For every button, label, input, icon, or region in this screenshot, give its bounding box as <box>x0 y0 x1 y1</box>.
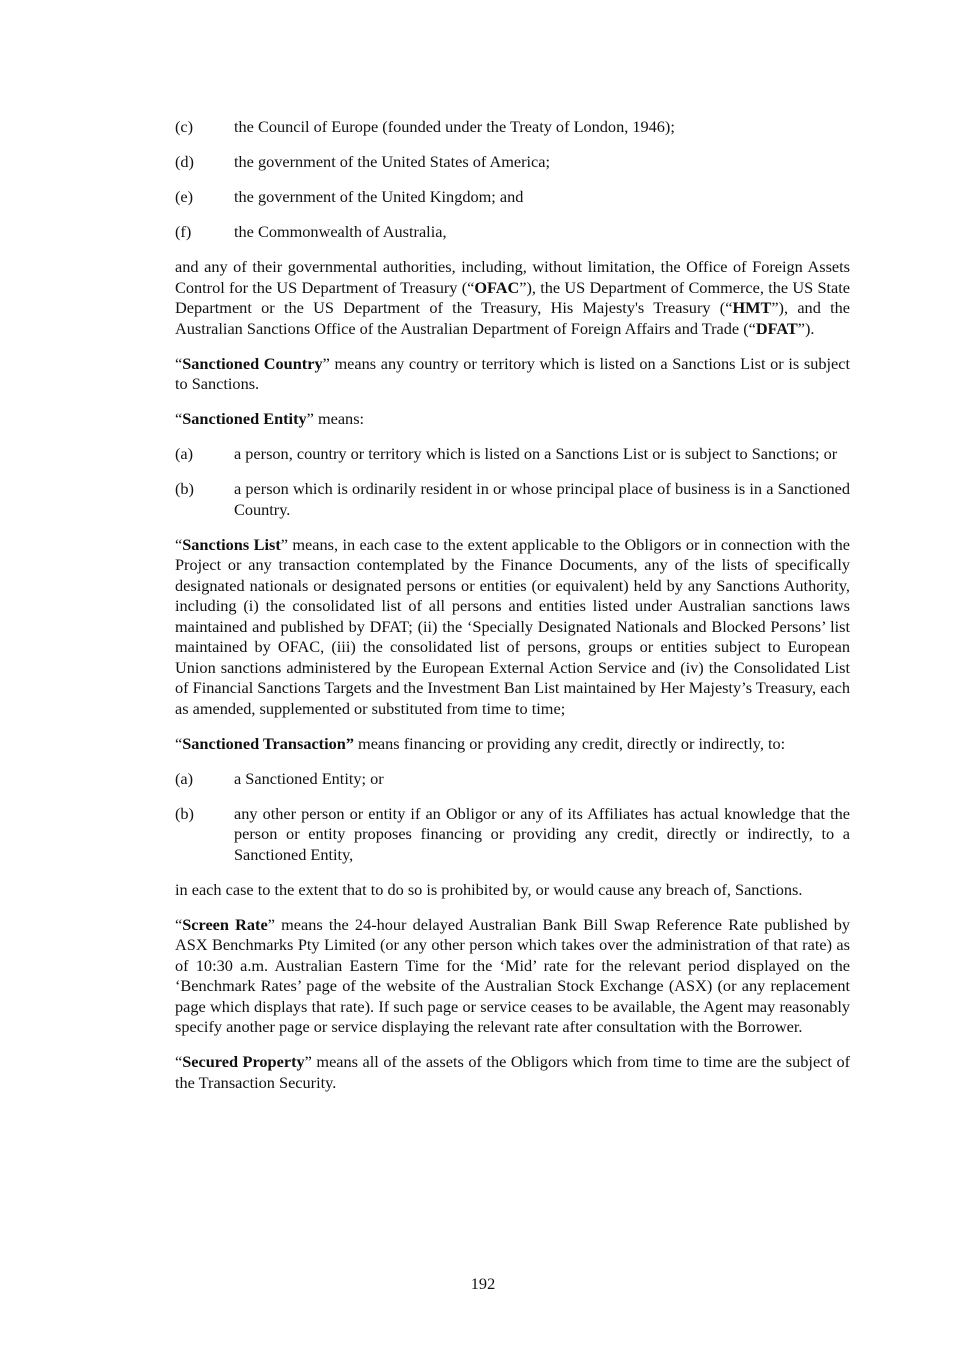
text: ”), and the Australian Sanctions Office of the Australian Department of Foreign Affairs and Trade (“ <box>175 298 850 338</box>
quote: “ <box>175 1052 183 1071</box>
item-label: (b) <box>175 803 194 823</box>
item-label: (e) <box>175 187 194 206</box>
defined-term-hmt: HMT <box>732 298 772 317</box>
item-text: the Commonwealth of Australia, <box>234 222 447 241</box>
quote: “ <box>175 914 183 934</box>
item-text: any other person or entity if an Obligor or any of its Affiliates has actual knowledge that the person or entity proposes financing or providing any credit, directly or indirectly, to a Sanctioned Entity, <box>234 803 850 864</box>
document-page <box>175 117 850 1108</box>
definition-body: means all of the assets of the Obligors which from time to time are the subject of the Transaction Security. <box>175 1052 851 1092</box>
definition-secured-property <box>175 1052 850 1093</box>
defined-term-dfat: DFAT <box>755 318 798 338</box>
quote: “ <box>175 534 183 554</box>
item-label: (b) <box>175 479 194 498</box>
list-item-c <box>175 117 850 138</box>
text: ”), the US Department of Commerce, the US State Department or the US Department of the Treasury, His Majesty's Treasury (“ <box>175 277 851 317</box>
defined-term-ofac: OFAC <box>474 277 520 297</box>
list-item-d <box>175 152 850 173</box>
item-text: the government of the United States of America; <box>234 152 551 171</box>
quote: ” <box>267 914 275 934</box>
item-label: (f) <box>175 222 192 241</box>
quote: ” <box>306 409 314 428</box>
defined-term: Screen Rate <box>182 914 268 934</box>
item-text: a person, country or territory which is listed on a Sanctions List or is subject to Sanctions; or <box>234 444 838 463</box>
quote: ” <box>304 1052 312 1071</box>
list-item-e <box>175 187 850 208</box>
item-label: (d) <box>175 152 194 171</box>
item-label: (c) <box>175 117 194 136</box>
definition-sanctions-list <box>175 535 850 720</box>
quote: “ <box>175 733 183 753</box>
definition-sanctioned-transaction <box>175 734 850 755</box>
definition-sanctioned-entity <box>175 409 850 430</box>
definition-body: means financing or providing any credit, directly or indirectly, to: <box>353 733 786 753</box>
list-item-b <box>175 804 850 866</box>
definition-body: means, in each case to the extent applicable to the Obligors or in connection with the Project or any transaction contemplated by the Finance Documents, any of the lists of specifically designated nationals or designated persons or entities (or equivalent) held by any Sanctions Authority, including (i) the consolidated list of all persons and entities listed under Australian sanctions laws maintained and published by DFAT; (ii) the ‘Specially Designated Nationals and Blocked Persons’ list maintained by OFAC, (iii) the consolidated list of persons, groups or entities subject to European Union sanctions administered by the European External Action Service and (iv) the Consolidated List of Financial Sanctions Targets and the Investment Ban List maintained by Her Majesty’s Treasury, each as amended, supplemented or substituted from time to time; <box>175 534 850 718</box>
list-item-a <box>175 769 850 790</box>
item-label: (a) <box>175 444 194 463</box>
text: ”). <box>797 318 815 338</box>
defined-term: Sanctioned Entity <box>182 409 307 428</box>
item-text: a person which is ordinarily resident in or whose principal place of business is in a Sanctioned Country. <box>234 479 850 519</box>
definition-sanctioned-country <box>175 354 850 395</box>
list-item-a <box>175 444 850 465</box>
defined-term: Sanctions List <box>182 534 281 554</box>
defined-term: Sanctioned Transaction” <box>182 733 354 753</box>
item-text: the government of the United Kingdom; and <box>234 187 524 206</box>
definition-body: means the 24-hour delayed Australian Bank Bill Swap Reference Rate published by ASX Benchmarks Pty Limited (or any other person which takes over the administration of that rate) as of 10:30 a.m. Australian Eastern Time for the ‘Mid’ rate for the relevant period displayed on the ‘Benchmark Rates’ page of the website of the Australian Stock Exchange (ASX) (or any replacement page which displays that rate). If such page or service ceases to be available, the Agent may reasonably specify another page or service displaying the relevant rate after consultation with the Borrower. <box>175 914 850 1036</box>
item-text: the Council of Europe (founded under the Treaty of London, 1946); <box>234 117 675 136</box>
quote: “ <box>175 409 183 428</box>
quote: ” <box>322 353 330 373</box>
quote: “ <box>175 353 183 373</box>
list-item-b <box>175 479 850 520</box>
defined-term: Secured Property <box>182 1052 305 1071</box>
item-text: a Sanctioned Entity; or <box>234 768 384 788</box>
sanctioned-transaction-tail: in each case to the extent that to do so is prohibited by, or would cause any breach of, Sanctions. <box>175 879 803 899</box>
defined-term: Sanctioned Country <box>182 353 323 373</box>
quote: ” <box>280 534 288 554</box>
definition-screen-rate <box>175 915 850 1038</box>
list-item-f <box>175 222 850 243</box>
definition-body: means any country or territory which is listed on a Sanctions List or is subject to Sanctions. <box>175 353 850 393</box>
page-number: 192 <box>470 1274 496 1293</box>
text: and any of their governmental authorities, including, without limitation, the Office of Foreign Assets Control for the US Department of Treasury (“ <box>175 257 850 297</box>
item-label: (a) <box>175 768 194 788</box>
definition-body: means: <box>313 409 365 428</box>
authorities-paragraph <box>175 257 850 339</box>
